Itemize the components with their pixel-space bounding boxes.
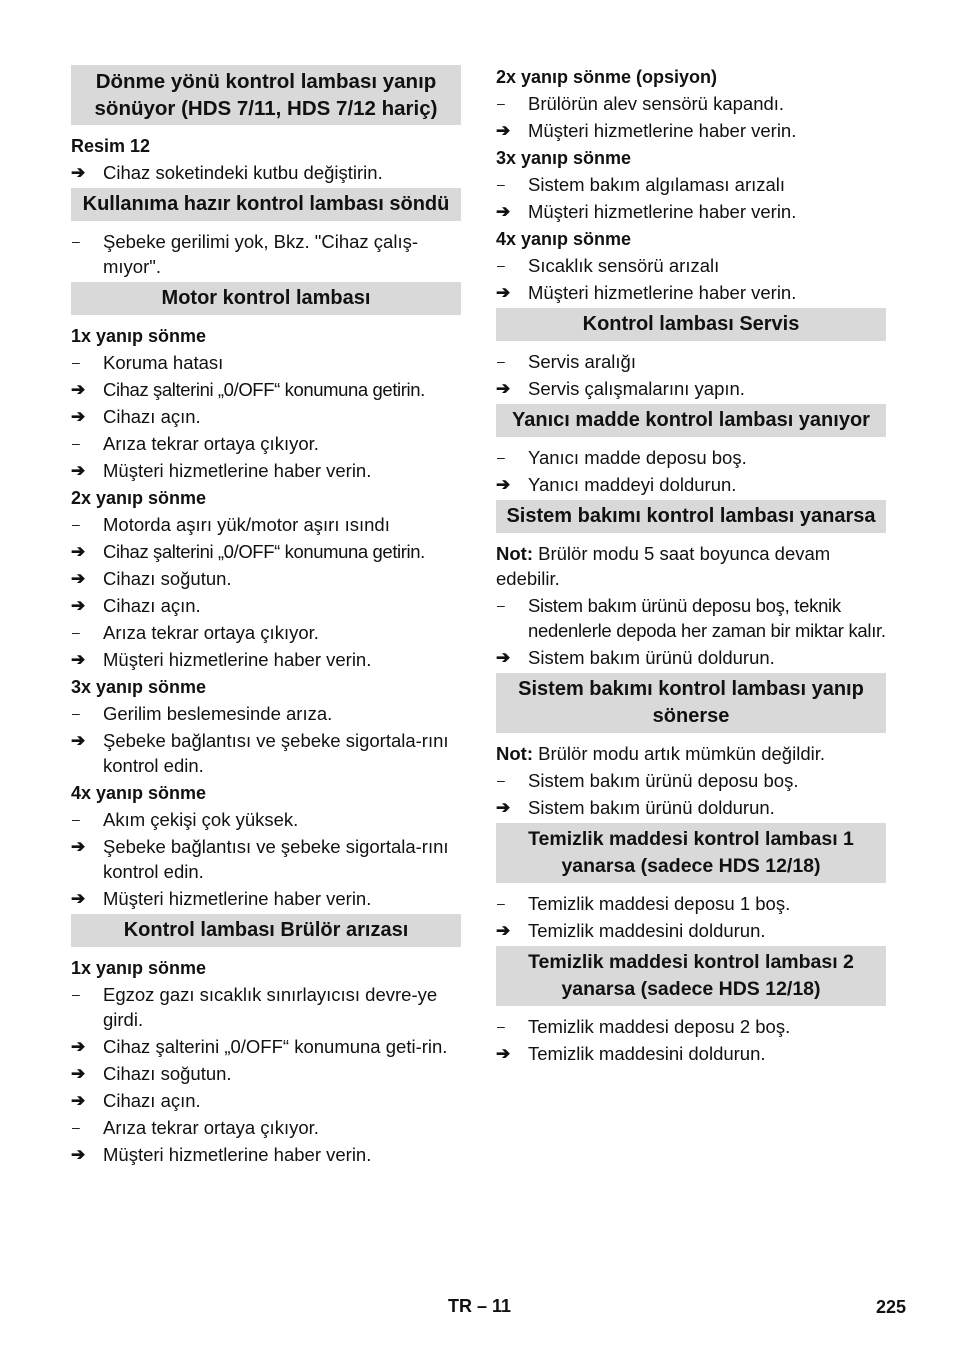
action-item xyxy=(71,458,461,483)
right-arrow-icon: ➔ xyxy=(496,798,511,817)
section-heading: Kullanıma hazır kontrol lambası söndü xyxy=(71,188,461,221)
cause-item xyxy=(496,91,886,116)
section-heading: Sistem bakımı kontrol lambası yanarsa xyxy=(496,500,886,533)
action-item xyxy=(496,918,886,943)
subheading: 4x yanıp sönme xyxy=(496,229,632,249)
action-item xyxy=(71,1034,461,1059)
section-heading: Yanıcı madde kontrol lambası yanıyor xyxy=(496,404,886,437)
item-text: Sistem bakım ürünü deposu boş, teknik nedenlerle depoda her zaman bir miktar kalır. xyxy=(528,595,886,641)
action-item xyxy=(71,566,461,591)
section-heading: Dönme yönü kontrol lambası yanıp sönüyor (HDS 7/11, HDS 7/12 hariç) xyxy=(71,65,461,125)
item-text: Arıza tekrar ortaya çıkıyor. xyxy=(103,433,319,454)
subheading: 3x yanıp sönme xyxy=(496,148,632,168)
dash-bullet: – xyxy=(72,1119,80,1135)
left-column xyxy=(71,62,461,1169)
item-text: Müşteri hizmetlerine haber verin. xyxy=(103,460,372,481)
cause-item xyxy=(71,620,461,645)
subheading: 3x yanıp sönme xyxy=(71,677,207,697)
dash-bullet: – xyxy=(497,353,505,369)
right-arrow-icon: ➔ xyxy=(71,650,86,669)
cause-item xyxy=(496,349,886,374)
item-text: Cihazı soğutun. xyxy=(103,568,232,589)
dash-bullet: – xyxy=(497,597,505,613)
dash-bullet: – xyxy=(72,354,80,370)
action-item xyxy=(496,472,886,497)
dash-bullet: – xyxy=(72,705,80,721)
action-item xyxy=(71,647,461,672)
item-text: Temizlik maddesi deposu 1 boş. xyxy=(528,893,791,914)
section-heading: Kontrol lambası Brülör arızası xyxy=(71,914,461,947)
note-text: Brülör modu artık mümkün değildir. xyxy=(538,743,825,764)
right-arrow-icon: ➔ xyxy=(71,569,86,588)
action-item xyxy=(496,1041,886,1066)
right-arrow-icon: ➔ xyxy=(71,837,86,856)
figure-reference: Resim 12 xyxy=(71,136,151,156)
action-item xyxy=(496,280,886,305)
right-arrow-icon: ➔ xyxy=(71,380,85,399)
item-text: Cihazı açın. xyxy=(103,595,201,616)
dash-bullet: – xyxy=(72,811,80,827)
action-item xyxy=(71,539,461,564)
item-text: Temizlik maddesini doldurun. xyxy=(528,1043,766,1064)
right-arrow-icon: ➔ xyxy=(71,1091,86,1110)
item-text: Cihaz şalterini „0/OFF“ konumuna getirin. xyxy=(103,379,425,400)
subheading: 1x yanıp sönme xyxy=(71,958,207,978)
right-arrow-icon: ➔ xyxy=(71,889,86,908)
right-arrow-icon: ➔ xyxy=(71,1145,86,1164)
item-text: Brülörün alev sensörü kapandı. xyxy=(528,93,785,114)
item-text: Yanıcı madde deposu boş. xyxy=(528,447,747,468)
action-item xyxy=(71,404,461,429)
right-arrow-icon: ➔ xyxy=(71,596,86,615)
item-text: Yanıcı maddeyi doldurun. xyxy=(528,474,737,495)
item-text: Servis çalışmalarını yapın. xyxy=(528,378,745,399)
item-text: Sistem bakım ürünü doldurun. xyxy=(528,797,775,818)
action-item xyxy=(71,160,461,185)
note xyxy=(496,741,886,766)
item-text: Şebeke bağlantısı ve şebeke sigortala-rını kontrol edin. xyxy=(103,730,449,776)
note-label: Not: xyxy=(496,743,533,764)
dash-bullet: – xyxy=(497,895,505,911)
cause-item xyxy=(496,172,886,197)
cause-item xyxy=(496,1014,886,1039)
item-text: Şebeke bağlantısı ve şebeke sigortala-rını kontrol edin. xyxy=(103,836,449,882)
right-column xyxy=(496,62,886,1068)
item-text: Cihaz şalterini „0/OFF“ konumuna geti-rin. xyxy=(103,1036,448,1057)
action-item xyxy=(71,593,461,618)
right-arrow-icon: ➔ xyxy=(496,283,511,302)
item-text: Arıza tekrar ortaya çıkıyor. xyxy=(103,1117,319,1138)
item-text: Akım çekişi çok yüksek. xyxy=(103,809,299,830)
dash-bullet: – xyxy=(497,449,505,465)
right-arrow-icon: ➔ xyxy=(496,121,511,140)
section-heading: Temizlik maddesi kontrol lambası 1 yanarsa (sadece HDS 12/18) xyxy=(496,823,886,883)
item-text: Cihaz şalterini „0/OFF“ konumuna getirin. xyxy=(103,541,425,562)
item-text: Sistem bakım ürünü doldurun. xyxy=(528,647,775,668)
dash-bullet: – xyxy=(497,772,505,788)
dash-bullet: – xyxy=(72,233,80,249)
right-arrow-icon: ➔ xyxy=(71,461,86,480)
item-text: Sistem bakım algılaması arızalı xyxy=(528,174,786,195)
dash-bullet: – xyxy=(72,435,80,451)
right-arrow-icon: ➔ xyxy=(71,542,85,561)
dash-bullet: – xyxy=(497,176,505,192)
action-item xyxy=(71,377,461,402)
footer-section-label: TR – 11 xyxy=(448,1296,512,1316)
cause-item xyxy=(496,445,886,470)
right-arrow-icon: ➔ xyxy=(71,1064,86,1083)
right-arrow-icon: ➔ xyxy=(71,163,86,182)
item-text: Gerilim beslemesinde arıza. xyxy=(103,703,333,724)
action-item xyxy=(496,645,886,670)
action-item xyxy=(496,199,886,224)
note-label: Not: xyxy=(496,543,533,564)
dash-bullet: – xyxy=(72,516,80,532)
item-text: Cihazı soğutun. xyxy=(103,1063,232,1084)
action-item xyxy=(71,834,461,884)
dash-bullet: – xyxy=(497,257,505,273)
subheading: 2x yanıp sönme xyxy=(71,488,207,508)
note xyxy=(496,541,886,591)
action-item xyxy=(496,795,886,820)
cause-item xyxy=(496,253,886,278)
action-item xyxy=(496,118,886,143)
section-heading: Motor kontrol lambası xyxy=(71,282,461,315)
cause-item xyxy=(71,807,461,832)
item-text: Müşteri hizmetlerine haber verin. xyxy=(528,282,797,303)
item-text: Müşteri hizmetlerine haber verin. xyxy=(528,201,797,222)
action-item xyxy=(71,886,461,911)
section-heading: Sistem bakımı kontrol lambası yanıp sönerse xyxy=(496,673,886,733)
cause-item xyxy=(71,982,461,1032)
note-text: Brülör modu 5 saat boyunca devam edebilir. xyxy=(496,543,831,589)
item-text: Sistem bakım ürünü deposu boş. xyxy=(528,770,799,791)
cause-item xyxy=(71,229,461,279)
right-arrow-icon: ➔ xyxy=(496,475,511,494)
item-text: Müşteri hizmetlerine haber verin. xyxy=(103,1144,372,1165)
cause-item xyxy=(496,593,886,643)
dash-bullet: – xyxy=(72,986,80,1002)
item-text: Şebeke gerilimi yok, Bkz. "Cihaz çalış-mıyor". xyxy=(103,231,419,277)
right-arrow-icon: ➔ xyxy=(496,202,511,221)
page-number: 225 xyxy=(876,1297,907,1317)
dash-bullet: – xyxy=(497,95,505,111)
cause-item xyxy=(71,701,461,726)
action-item xyxy=(71,728,461,778)
item-text: Cihazı açın. xyxy=(103,406,201,427)
section-heading: Kontrol lambası Servis xyxy=(496,308,886,341)
cause-item xyxy=(71,431,461,456)
item-text: Müşteri hizmetlerine haber verin. xyxy=(103,888,372,909)
item-text: Motorda aşırı yük/motor aşırı ısındı xyxy=(103,514,390,535)
cause-item xyxy=(71,350,461,375)
cause-item xyxy=(71,512,461,537)
item-text: Temizlik maddesini doldurun. xyxy=(528,920,766,941)
subheading: 4x yanıp sönme xyxy=(71,783,207,803)
item-text: Sıcaklık sensörü arızalı xyxy=(528,255,720,276)
action-item xyxy=(71,1088,461,1113)
right-arrow-icon: ➔ xyxy=(496,379,511,398)
dash-bullet: – xyxy=(72,624,80,640)
right-arrow-icon: ➔ xyxy=(496,921,511,940)
item-text: Müşteri hizmetlerine haber verin. xyxy=(528,120,797,141)
action-item xyxy=(496,376,886,401)
right-arrow-icon: ➔ xyxy=(71,407,86,426)
action-item xyxy=(71,1061,461,1086)
cause-item xyxy=(496,768,886,793)
item-text: Koruma hatası xyxy=(103,352,224,373)
item-text: Müşteri hizmetlerine haber verin. xyxy=(103,649,372,670)
right-arrow-icon: ➔ xyxy=(71,731,86,750)
item-text: Temizlik maddesi deposu 2 boş. xyxy=(528,1016,791,1037)
right-arrow-icon: ➔ xyxy=(71,1037,86,1056)
subheading: 1x yanıp sönme xyxy=(71,326,207,346)
item-text: Egzoz gazı sıcaklık sınırlayıcısı devre-ye girdi. xyxy=(103,984,438,1030)
right-arrow-icon: ➔ xyxy=(496,648,511,667)
item-text: Arıza tekrar ortaya çıkıyor. xyxy=(103,622,319,643)
item-text: Cihaz soketindeki kutbu değiştirin. xyxy=(103,162,383,183)
cause-item xyxy=(71,1115,461,1140)
action-item xyxy=(71,1142,461,1167)
cause-item xyxy=(496,891,886,916)
section-heading: Temizlik maddesi kontrol lambası 2 yanarsa (sadece HDS 12/18) xyxy=(496,946,886,1006)
item-text: Cihazı açın. xyxy=(103,1090,201,1111)
right-arrow-icon: ➔ xyxy=(496,1044,511,1063)
subheading: 2x yanıp sönme (opsiyon) xyxy=(496,67,718,87)
item-text: Servis aralığı xyxy=(528,351,636,372)
dash-bullet: – xyxy=(497,1018,505,1034)
